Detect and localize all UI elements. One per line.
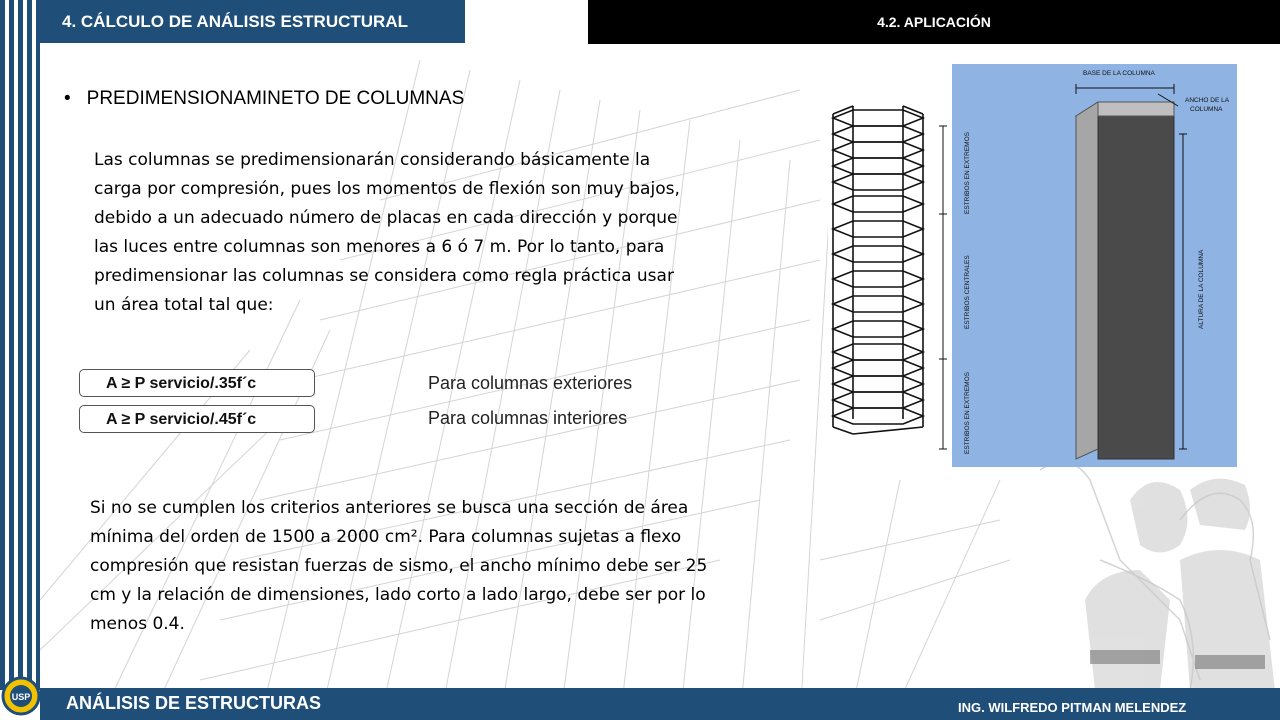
footer-author: ING. WILFREDO PITMAN MELENDEZ (958, 700, 1187, 715)
title-text: PREDIMENSIONAMINETO DE COLUMNAS (86, 88, 465, 109)
logo-text: USP (11, 692, 31, 702)
label-altura: ALTURA DE LA COLUMNA (1198, 249, 1205, 329)
label-ancho-2: COLUMNA (1190, 106, 1223, 113)
intro-paragraph: Las columnas se predimensionarán considerando básicamente la carga por compresión, pues los momentos de flexión son muy bajos, debido a un adecuado número de placas en cada dirección y porque las luces entre columnas son menores a 6 ó 7 m. Por lo tanto, para predimensionar las columnas se considera como regla práctica usar un área total tal que: (94, 150, 680, 315)
footer-course: ANÁLISIS DE ESTRUCTURAS (66, 693, 322, 713)
formula-interior-description: Para columnas interiores (428, 408, 628, 428)
solid-column-icon (1076, 102, 1174, 459)
formula-exterior: A ≥ P servicio/.35f´c (79, 369, 315, 397)
section-header: 4. CÁLCULO DE ANÁLISIS ESTRUCTURAL (40, 0, 465, 43)
label-ancho-1: ANCHO DE LA (1185, 97, 1230, 104)
slide-title (64, 88, 464, 110)
label-estribos-top: ESTRIBOS EN EXTREMOS (964, 132, 971, 214)
criteria-paragraph: Si no se cumplen los criterios anteriores se busca una sección de área mínima del orden de 1500 a 2000 cm². Para columnas sujetas a flexo compresión que resistan fuerzas de sismo, el ancho mínimo debe ser 25 cm y la relación de dimensiones, lado corto a lado largo, debe ser por lo menos 0.4. (90, 498, 708, 634)
bullet-icon: • (64, 88, 71, 109)
label-estribos-mid: ESTRIBOS CENTRALES (964, 255, 971, 329)
formula-exterior-description: Para columnas exteriores (428, 373, 633, 393)
university-logo (0, 672, 42, 720)
label-estribos-bottom: ESTRIBOS EN EXTREMOS (964, 372, 971, 454)
subsection-header: 4.2. APLICACIÓN (588, 0, 1280, 44)
column-diagram (828, 64, 1237, 467)
label-base: BASE DE LA COLUMNA (1083, 70, 1155, 77)
formula-interior: A ≥ P servicio/.45f´c (79, 405, 315, 433)
